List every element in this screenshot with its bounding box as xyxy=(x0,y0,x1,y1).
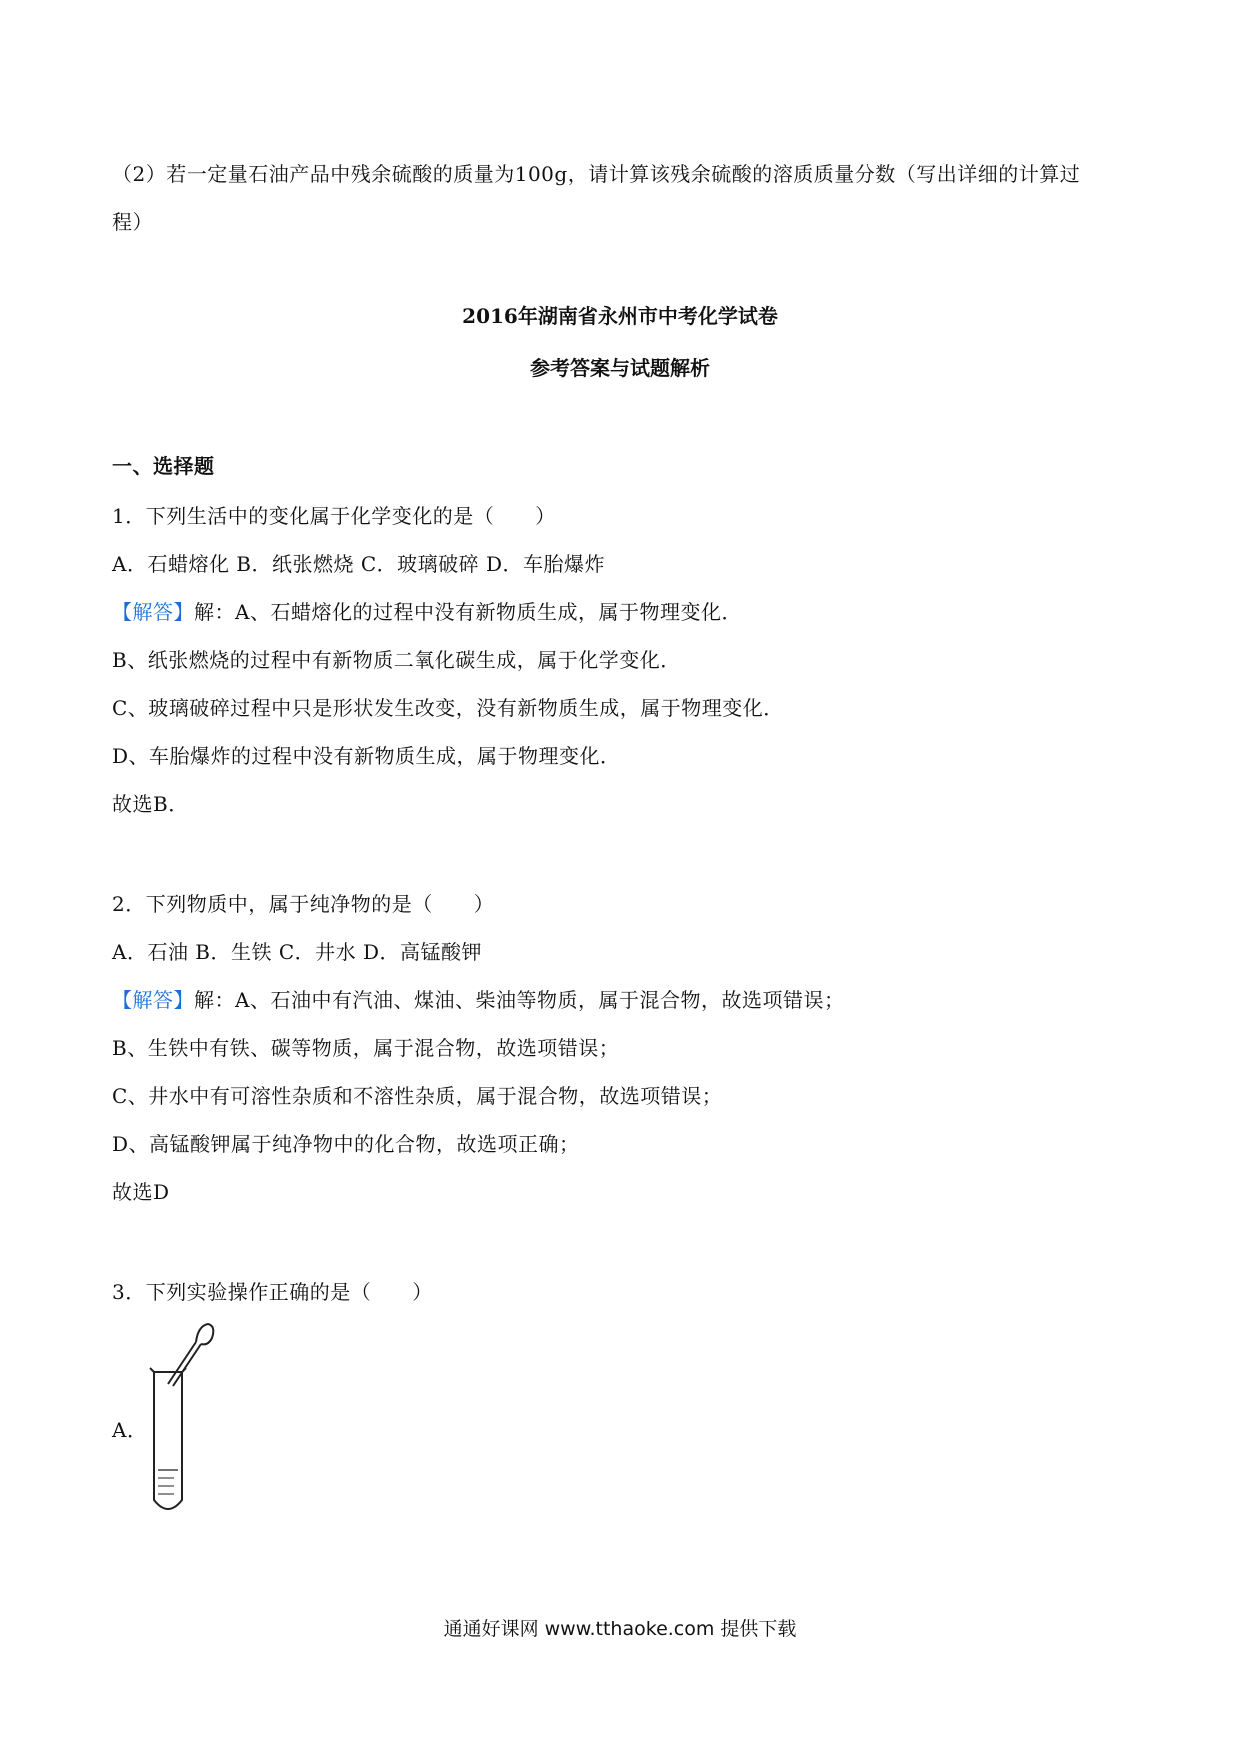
answer-tag: 【解答】 xyxy=(112,600,194,624)
answer-line: B、生铁中有铁、碳等物质，属于混合物，故选项错误； xyxy=(112,1036,620,1060)
answer-line: C、井水中有可溶性杂质和不溶性杂质，属于混合物，故选项错误； xyxy=(112,1084,723,1108)
answer-line: B、纸张燃烧的过程中有新物质二氧化碳生成，属于化学变化． xyxy=(112,648,681,672)
question-stem: 3．下列实验操作正确的是（ ） xyxy=(112,1280,433,1304)
test-tube-with-dropper-icon xyxy=(144,1320,224,1520)
answer-tag: 【解答】 xyxy=(112,988,194,1012)
answer-text: 解：A、石蜡熔化的过程中没有新物质生成，属于物理变化． xyxy=(194,600,742,624)
option-label: A． xyxy=(112,1418,148,1442)
section-heading: 一、选择题 xyxy=(112,454,215,478)
answer-line: C、玻璃破碎过程中只是形状发生改变，没有新物质生成，属于物理变化． xyxy=(112,696,784,720)
footer-credit: 通通好课网 www.tthaoke.com 提供下载 xyxy=(443,1618,797,1640)
question-stem: 2．下列物质中，属于纯净物的是（ ） xyxy=(112,892,495,916)
answer-line: D、车胎爆炸的过程中没有新物质生成，属于物理变化． xyxy=(112,744,621,768)
question-options: A．石蜡熔化 B．纸张燃烧 C．玻璃破碎 D．车胎爆炸 xyxy=(112,552,606,576)
question-part-line: （2）若一定量石油产品中残余硫酸的质量为100g，请计算该残余硫酸的溶质质量分数（写出详细的计算过 xyxy=(112,162,1081,186)
question-part-line: 程） xyxy=(112,210,153,234)
page-title: 2016年湖南省永州市中考化学试卷 xyxy=(462,304,778,328)
answer-conclusion: 故选D xyxy=(112,1180,170,1204)
page-subtitle: 参考答案与试题解析 xyxy=(530,356,710,380)
answer-conclusion: 故选B． xyxy=(112,792,189,816)
question-stem: 1．下列生活中的变化属于化学变化的是（ ） xyxy=(112,504,556,528)
answer-text: 解：A、石油中有汽油、煤油、柴油等物质，属于混合物，故选项错误； xyxy=(194,988,845,1012)
answer-line: D、高锰酸钾属于纯净物中的化合物，故选项正确； xyxy=(112,1132,580,1156)
answer-line xyxy=(112,986,844,1014)
question-options: A．石油 B．生铁 C．井水 D．高锰酸钾 xyxy=(112,940,483,964)
answer-line xyxy=(112,598,742,626)
